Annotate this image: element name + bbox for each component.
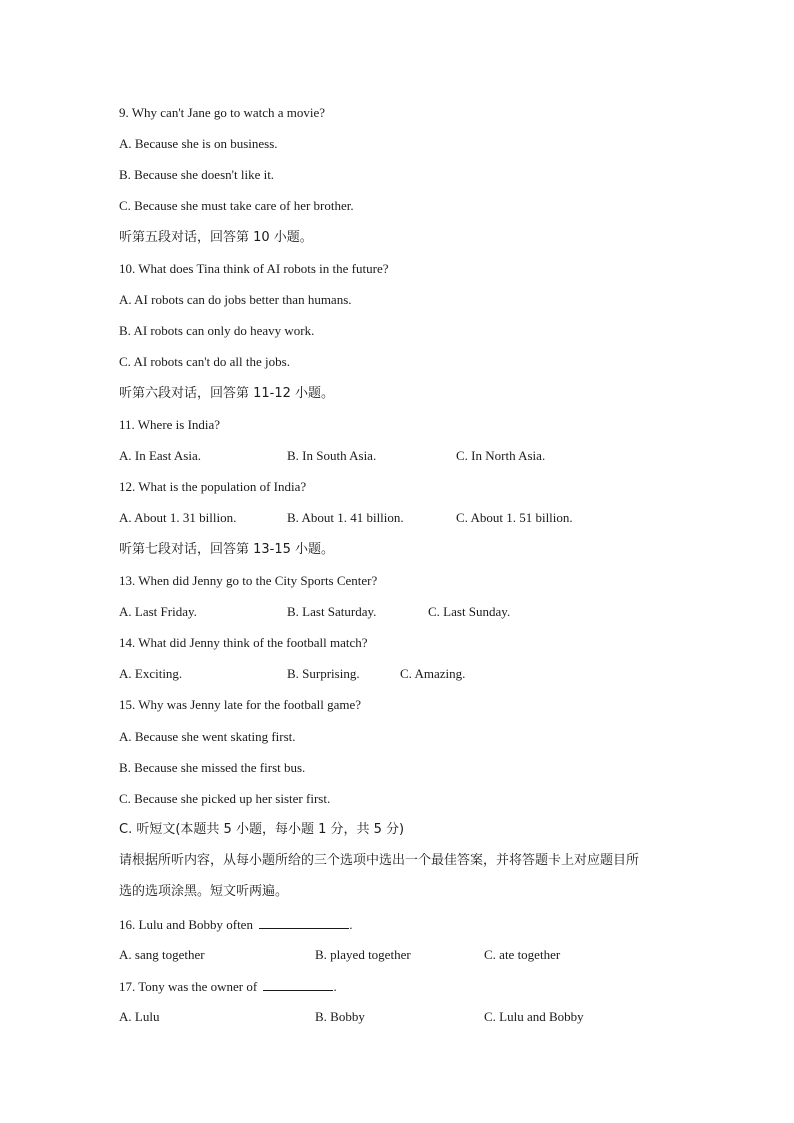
q11-option-c: C. In North Asia. xyxy=(456,448,546,463)
q13-option-c: C. Last Sunday. xyxy=(428,604,511,619)
section-6-heading: 听第六段对话，回答第 11-12 小题。 xyxy=(119,386,335,401)
question-10: 10. What does Tina think of AI robots in the future? xyxy=(119,261,389,276)
part-c-instruction-2: 选的选项涂黑。短文听两遍。 xyxy=(119,884,289,899)
question-13: 13. When did Jenny go to the City Sports Center? xyxy=(119,573,378,588)
q11-option-b: B. In South Asia. xyxy=(287,448,377,463)
q12-option-a: A. About 1. 31 billion. xyxy=(119,510,237,525)
question-12: 12. What is the population of India? xyxy=(119,479,307,494)
q14-option-b: B. Surprising. xyxy=(287,666,360,681)
q17-option-a: A. Lulu xyxy=(119,1009,160,1024)
q12-option-b: B. About 1. 41 billion. xyxy=(287,510,404,525)
q9-option-c: C. Because she must take care of her brother. xyxy=(119,198,354,213)
q16-option-a: A. sang together xyxy=(119,947,205,962)
question-14: 14. What did Jenny think of the football match? xyxy=(119,635,368,650)
q16-option-b: B. played together xyxy=(315,947,411,962)
q17-option-c: C. Lulu and Bobby xyxy=(484,1009,584,1024)
question-16-period: . xyxy=(349,917,353,932)
part-c-title: C. 听短文(本题共 5 小题，每小题 1 分，共 5 分) xyxy=(119,822,405,837)
q15-option-c: C. Because she picked up her sister first. xyxy=(119,791,331,806)
q15-option-b: B. Because she missed the first bus. xyxy=(119,760,306,775)
answer-blank xyxy=(263,978,333,991)
q11-option-a: A. In East Asia. xyxy=(119,448,201,463)
q12-option-c: C. About 1. 51 billion. xyxy=(456,510,573,525)
question-9: 9. Why can't Jane go to watch a movie? xyxy=(119,105,326,120)
q10-option-c: C. AI robots can't do all the jobs. xyxy=(119,354,290,369)
section-7-heading: 听第七段对话，回答第 13-15 小题。 xyxy=(119,542,335,557)
q9-option-b: B. Because she doesn't like it. xyxy=(119,167,275,182)
section-5-heading: 听第五段对话，回答第 10 小题。 xyxy=(119,230,313,245)
q14-option-a: A. Exciting. xyxy=(119,666,183,681)
q10-option-b: B. AI robots can only do heavy work. xyxy=(119,323,315,338)
q13-option-a: A. Last Friday. xyxy=(119,604,197,619)
q9-option-a: A. Because she is on business. xyxy=(119,136,278,151)
q10-option-a: A. AI robots can do jobs better than humans. xyxy=(119,292,352,307)
q14-option-c: C. Amazing. xyxy=(400,666,466,681)
q17-option-b: B. Bobby xyxy=(315,1009,365,1024)
question-17-text: 17. Tony was the owner of xyxy=(119,979,258,994)
question-15: 15. Why was Jenny late for the football game? xyxy=(119,697,361,712)
q15-option-a: A. Because she went skating first. xyxy=(119,729,296,744)
question-16 xyxy=(119,916,352,933)
question-11: 11. Where is India? xyxy=(119,417,221,432)
question-16-text: 16. Lulu and Bobby often xyxy=(119,917,253,932)
part-c-instruction-1: 请根据所听内容，从每小题所给的三个选项中选出一个最佳答案，并将答题卡上对应题目所 xyxy=(119,853,640,868)
q16-option-c: C. ate together xyxy=(484,947,561,962)
question-17 xyxy=(119,978,337,995)
q13-option-b: B. Last Saturday. xyxy=(287,604,377,619)
answer-blank xyxy=(259,916,349,929)
question-17-period: . xyxy=(333,979,337,994)
